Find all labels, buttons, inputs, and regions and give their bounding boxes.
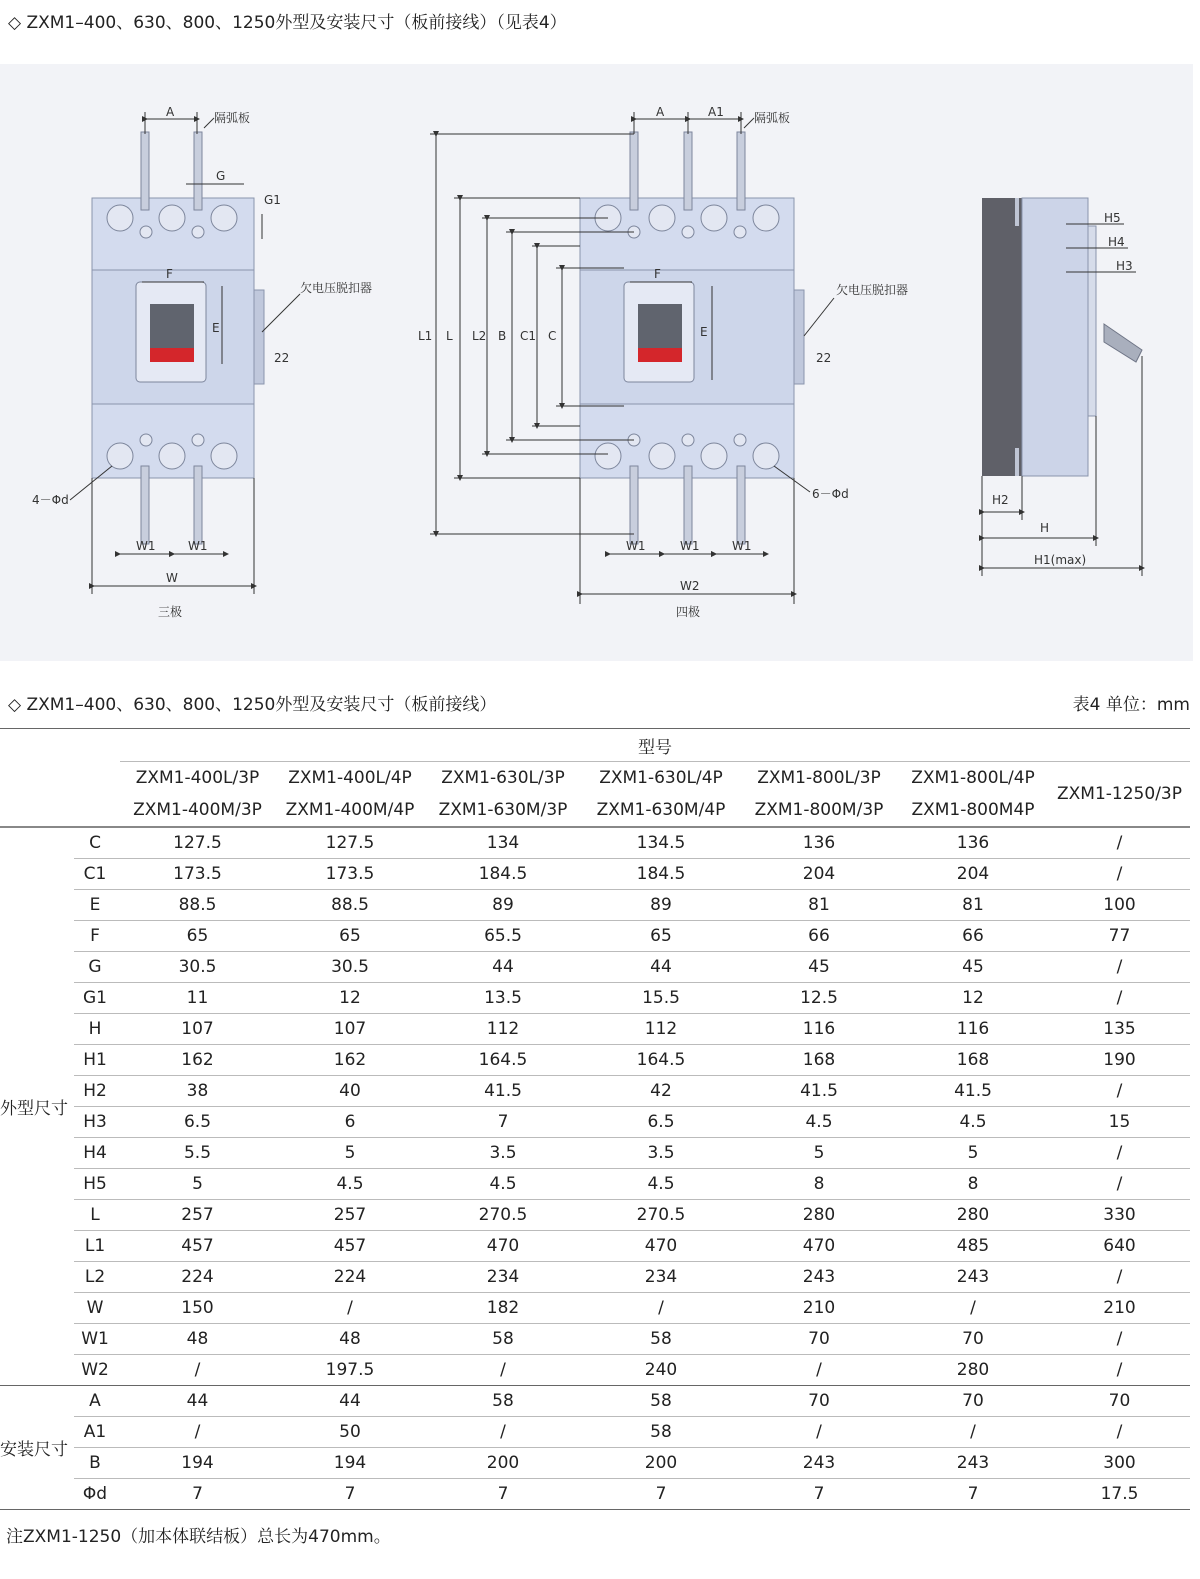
value-cell: 204 xyxy=(741,859,897,890)
value-cell: 3.5 xyxy=(581,1138,741,1169)
value-cell: 116 xyxy=(741,1014,897,1045)
value-cell: 15 xyxy=(1049,1107,1190,1138)
value-cell: / xyxy=(1049,1355,1190,1386)
value-cell: 470 xyxy=(425,1231,581,1262)
value-cell: 45 xyxy=(741,952,897,983)
dim-l-label: L xyxy=(446,329,453,343)
value-cell: 210 xyxy=(1049,1293,1190,1324)
table-row xyxy=(0,1355,1190,1386)
table-row xyxy=(0,827,1190,859)
dim-a-label: A xyxy=(166,105,175,119)
dim-22-label: 22 xyxy=(274,351,290,365)
parameter-label: H2 xyxy=(74,1076,120,1107)
value-cell: 4.5 xyxy=(897,1107,1049,1138)
model-col-5-line2: ZXM1-800M/3P xyxy=(741,794,897,827)
dimension-table xyxy=(0,728,1190,1510)
value-cell: 168 xyxy=(897,1045,1049,1076)
model-col-3-line1: ZXM1-630L/3P xyxy=(441,768,565,788)
value-cell: 6 xyxy=(275,1107,425,1138)
value-cell: 77 xyxy=(1049,921,1190,952)
model-header: 型号 xyxy=(120,729,1190,762)
table-row xyxy=(0,921,1190,952)
three-pole-view xyxy=(32,105,372,619)
dim-h1max-label: H1(max) xyxy=(1034,553,1087,567)
arc-plate-4p-label: 隔弧板 xyxy=(754,111,791,125)
undervoltage-4p-label: 欠电压脱扣器 xyxy=(836,283,909,297)
value-cell: 243 xyxy=(897,1262,1049,1293)
value-cell: 270.5 xyxy=(425,1200,581,1231)
value-cell: 17.5 xyxy=(1049,1479,1190,1510)
value-cell: 30.5 xyxy=(120,952,275,983)
value-cell: 5 xyxy=(275,1138,425,1169)
dim-l1-label: L1 xyxy=(418,329,433,343)
dim-e-4p-label: E xyxy=(700,325,708,339)
model-col-1-line1: ZXM1-400L/3P xyxy=(135,768,260,788)
parameter-label: H1 xyxy=(74,1045,120,1076)
value-cell: 243 xyxy=(741,1262,897,1293)
model-col-6-line2: ZXM1-800M4P xyxy=(897,794,1049,827)
outline-group-label: 外型尺寸 xyxy=(0,827,74,1386)
value-cell: 330 xyxy=(1049,1200,1190,1231)
dim-22-4p-label: 22 xyxy=(816,351,832,365)
value-cell: 44 xyxy=(120,1386,275,1417)
value-cell: 243 xyxy=(741,1448,897,1479)
value-cell: 224 xyxy=(120,1262,275,1293)
value-cell: 135 xyxy=(1049,1014,1190,1045)
value-cell: 7 xyxy=(741,1479,897,1510)
dim-h5-label: H5 xyxy=(1104,211,1121,225)
value-cell: 7 xyxy=(425,1479,581,1510)
dim-e-label: E xyxy=(212,321,220,335)
value-cell: 280 xyxy=(897,1200,1049,1231)
value-cell: 89 xyxy=(425,890,581,921)
value-cell: 70 xyxy=(897,1386,1049,1417)
value-cell: / xyxy=(1049,1417,1190,1448)
value-cell: 41.5 xyxy=(425,1076,581,1107)
value-cell: / xyxy=(120,1417,275,1448)
value-cell: 224 xyxy=(275,1262,425,1293)
value-cell: 70 xyxy=(897,1324,1049,1355)
value-cell: / xyxy=(275,1293,425,1324)
table-row xyxy=(0,1076,1190,1107)
value-cell: 65 xyxy=(581,921,741,952)
value-cell: 116 xyxy=(897,1014,1049,1045)
value-cell: 280 xyxy=(897,1355,1049,1386)
value-cell: 70 xyxy=(741,1324,897,1355)
dim-a1-label: A1 xyxy=(708,105,724,119)
value-cell: 173.5 xyxy=(120,859,275,890)
table-row xyxy=(0,1417,1190,1448)
value-cell: / xyxy=(120,1355,275,1386)
value-cell: 200 xyxy=(581,1448,741,1479)
table-row xyxy=(0,1138,1190,1169)
dim-g-label: G xyxy=(216,169,226,183)
dim-a-4p-label: A xyxy=(656,105,665,119)
value-cell: 184.5 xyxy=(425,859,581,890)
four-pole-label: 四极 xyxy=(676,605,701,619)
value-cell: 184.5 xyxy=(581,859,741,890)
parameter-label: C xyxy=(74,827,120,859)
value-cell: 58 xyxy=(425,1386,581,1417)
value-cell: 270.5 xyxy=(581,1200,741,1231)
model-col-7: ZXM1-1250/3P xyxy=(1049,762,1190,828)
value-cell: 12 xyxy=(275,983,425,1014)
dim-h-label: H xyxy=(1040,521,1050,535)
value-cell: 457 xyxy=(120,1231,275,1262)
value-cell: 70 xyxy=(741,1386,897,1417)
holes-4p-label: 6－Φd xyxy=(812,487,849,501)
dim-c-label: C xyxy=(548,329,557,343)
value-cell: 280 xyxy=(741,1200,897,1231)
value-cell: 44 xyxy=(581,952,741,983)
table-row xyxy=(0,1045,1190,1076)
parameter-label: G xyxy=(74,952,120,983)
table-row xyxy=(0,1169,1190,1200)
dim-c1-label: C1 xyxy=(520,329,537,343)
dim-w2-label: W2 xyxy=(680,579,700,593)
value-cell: 45 xyxy=(897,952,1049,983)
value-cell: 457 xyxy=(275,1231,425,1262)
table-row xyxy=(0,1479,1190,1510)
value-cell: 11 xyxy=(120,983,275,1014)
value-cell: 6.5 xyxy=(581,1107,741,1138)
value-cell: 41.5 xyxy=(741,1076,897,1107)
value-cell: 38 xyxy=(120,1076,275,1107)
value-cell: 640 xyxy=(1049,1231,1190,1262)
dim-f-label: F xyxy=(166,267,173,281)
model-col-4-line1: ZXM1-630L/4P xyxy=(599,768,723,788)
value-cell: 88.5 xyxy=(120,890,275,921)
model-col-1-line2: ZXM1-400M/3P xyxy=(120,794,275,827)
value-cell: 168 xyxy=(741,1045,897,1076)
table-row xyxy=(0,1107,1190,1138)
value-cell: 112 xyxy=(425,1014,581,1045)
value-cell: 200 xyxy=(425,1448,581,1479)
model-col-5-line1: ZXM1-800L/3P xyxy=(757,768,881,788)
dimension-drawing-svg xyxy=(0,64,1193,661)
value-cell: 30.5 xyxy=(275,952,425,983)
value-cell: 12.5 xyxy=(741,983,897,1014)
value-cell: / xyxy=(1049,1262,1190,1293)
value-cell: / xyxy=(581,1293,741,1324)
value-cell: 40 xyxy=(275,1076,425,1107)
dim-w1-4p-c-label: W1 xyxy=(732,539,752,553)
value-cell: 197.5 xyxy=(275,1355,425,1386)
value-cell: 88.5 xyxy=(275,890,425,921)
table-row xyxy=(0,1200,1190,1231)
value-cell: 7 xyxy=(897,1479,1049,1510)
table-row xyxy=(0,859,1190,890)
value-cell: 5 xyxy=(120,1169,275,1200)
parameter-label: A1 xyxy=(74,1417,120,1448)
model-col-6-line1: ZXM1-800L/4P xyxy=(911,768,1035,788)
value-cell: 44 xyxy=(425,952,581,983)
value-cell: 58 xyxy=(581,1324,741,1355)
dim-l2-label: L2 xyxy=(472,329,487,343)
parameter-label: L xyxy=(74,1200,120,1231)
parameter-label: H xyxy=(74,1014,120,1045)
value-cell: 107 xyxy=(275,1014,425,1045)
parameter-label: H4 xyxy=(74,1138,120,1169)
value-cell: / xyxy=(897,1417,1049,1448)
value-cell: 190 xyxy=(1049,1045,1190,1076)
value-cell: 107 xyxy=(120,1014,275,1045)
table-row xyxy=(0,1262,1190,1293)
dim-w1-4p-a-label: W1 xyxy=(626,539,646,553)
value-cell: 5.5 xyxy=(120,1138,275,1169)
table-row xyxy=(0,1386,1190,1417)
value-cell: 243 xyxy=(897,1448,1049,1479)
value-cell: / xyxy=(1049,1138,1190,1169)
value-cell: 66 xyxy=(741,921,897,952)
value-cell: 5 xyxy=(741,1138,897,1169)
value-cell: / xyxy=(1049,859,1190,890)
model-col-3-line2: ZXM1-630M/3P xyxy=(425,794,581,827)
model-col-2-line2: ZXM1-400M/4P xyxy=(275,794,425,827)
value-cell: 81 xyxy=(741,890,897,921)
parameter-label: B xyxy=(74,1448,120,1479)
value-cell: 8 xyxy=(897,1169,1049,1200)
dim-h4-label: H4 xyxy=(1108,235,1125,249)
value-cell: 7 xyxy=(120,1479,275,1510)
value-cell: 15.5 xyxy=(581,983,741,1014)
value-cell: 42 xyxy=(581,1076,741,1107)
value-cell: 164.5 xyxy=(581,1045,741,1076)
value-cell: 58 xyxy=(581,1417,741,1448)
value-cell: 136 xyxy=(741,827,897,859)
parameter-label: H3 xyxy=(74,1107,120,1138)
value-cell: / xyxy=(1049,1169,1190,1200)
parameter-label: C1 xyxy=(74,859,120,890)
value-cell: 7 xyxy=(425,1107,581,1138)
value-cell: 4.5 xyxy=(425,1169,581,1200)
value-cell: 134 xyxy=(425,827,581,859)
table-row xyxy=(0,1293,1190,1324)
value-cell: 6.5 xyxy=(120,1107,275,1138)
value-cell: 164.5 xyxy=(425,1045,581,1076)
parameter-label: L1 xyxy=(74,1231,120,1262)
value-cell: / xyxy=(425,1355,581,1386)
table-title: ◇ ZXM1–400、630、800、1250外型及安装尺寸（板前接线） xyxy=(8,695,497,715)
value-cell: 257 xyxy=(275,1200,425,1231)
value-cell: 194 xyxy=(120,1448,275,1479)
value-cell: 7 xyxy=(581,1479,741,1510)
value-cell: / xyxy=(1049,952,1190,983)
dim-h2-label: H2 xyxy=(992,493,1009,507)
dim-w1-label: W1 xyxy=(136,539,156,553)
value-cell: 173.5 xyxy=(275,859,425,890)
dim-f-4p-label: F xyxy=(654,267,661,281)
value-cell: 127.5 xyxy=(120,827,275,859)
value-cell: 13.5 xyxy=(425,983,581,1014)
value-cell: 470 xyxy=(581,1231,741,1262)
value-cell: 127.5 xyxy=(275,827,425,859)
parameter-label: W1 xyxy=(74,1324,120,1355)
value-cell: / xyxy=(741,1355,897,1386)
value-cell: 89 xyxy=(581,890,741,921)
parameter-label: A xyxy=(74,1386,120,1417)
value-cell: 58 xyxy=(581,1386,741,1417)
install-dimensions-group xyxy=(0,1386,1190,1510)
value-cell: 204 xyxy=(897,859,1049,890)
value-cell: / xyxy=(1049,1324,1190,1355)
footnote: 注ZXM1-1250（加本体联结板）总长为470mm。 xyxy=(6,1527,391,1547)
value-cell: 162 xyxy=(120,1045,275,1076)
dim-b-label: B xyxy=(498,329,507,343)
value-cell: 470 xyxy=(741,1231,897,1262)
value-cell: 66 xyxy=(897,921,1049,952)
four-pole-view xyxy=(418,105,908,619)
table-row xyxy=(0,1448,1190,1479)
undervoltage-label: 欠电压脱扣器 xyxy=(300,281,373,295)
value-cell: / xyxy=(897,1293,1049,1324)
value-cell: 4.5 xyxy=(275,1169,425,1200)
dim-g1-label: G1 xyxy=(264,193,281,207)
value-cell: / xyxy=(425,1417,581,1448)
table-reference: 表4 单位：mm xyxy=(1072,695,1190,715)
value-cell: 134.5 xyxy=(581,827,741,859)
value-cell: 58 xyxy=(425,1324,581,1355)
value-cell: 65 xyxy=(275,921,425,952)
value-cell: 3.5 xyxy=(425,1138,581,1169)
value-cell: 7 xyxy=(275,1479,425,1510)
dim-w1-4p-b-label: W1 xyxy=(680,539,700,553)
parameter-label: Φd xyxy=(74,1479,120,1510)
value-cell: 8 xyxy=(741,1169,897,1200)
parameter-label: L2 xyxy=(74,1262,120,1293)
value-cell: / xyxy=(1049,983,1190,1014)
three-pole-label: 三极 xyxy=(158,605,183,619)
value-cell: 100 xyxy=(1049,890,1190,921)
value-cell: 234 xyxy=(425,1262,581,1293)
model-col-2-line1: ZXM1-400L/4P xyxy=(288,768,412,788)
value-cell: / xyxy=(1049,1076,1190,1107)
value-cell: 300 xyxy=(1049,1448,1190,1479)
value-cell: 162 xyxy=(275,1045,425,1076)
table-row xyxy=(0,983,1190,1014)
outline-dimensions-group xyxy=(0,827,1190,1386)
parameter-label: W2 xyxy=(74,1355,120,1386)
table-row xyxy=(0,890,1190,921)
value-cell: 65.5 xyxy=(425,921,581,952)
holes-3p-label: 4－Φd xyxy=(32,493,69,507)
parameter-label: F xyxy=(74,921,120,952)
arc-plate-label: 隔弧板 xyxy=(214,111,251,125)
value-cell: 81 xyxy=(897,890,1049,921)
value-cell: 48 xyxy=(120,1324,275,1355)
dimension-drawing xyxy=(0,64,1193,661)
figure-title: ◇ ZXM1–400、630、800、1250外型及安装尺寸（板前接线）（见表4） xyxy=(8,13,567,33)
dim-w-label: W xyxy=(166,571,178,585)
table-row xyxy=(0,1231,1190,1262)
value-cell: 12 xyxy=(897,983,1049,1014)
value-cell: 48 xyxy=(275,1324,425,1355)
parameter-label: G1 xyxy=(74,983,120,1014)
dim-h3-label: H3 xyxy=(1116,259,1133,273)
parameter-label: H5 xyxy=(74,1169,120,1200)
value-cell: / xyxy=(1049,827,1190,859)
value-cell: 4.5 xyxy=(741,1107,897,1138)
value-cell: 4.5 xyxy=(581,1169,741,1200)
value-cell: 41.5 xyxy=(897,1076,1049,1107)
install-group-label: 安装尺寸 xyxy=(0,1386,74,1510)
value-cell: 136 xyxy=(897,827,1049,859)
value-cell: 210 xyxy=(741,1293,897,1324)
side-view xyxy=(982,198,1142,576)
value-cell: 70 xyxy=(1049,1386,1190,1417)
value-cell: 234 xyxy=(581,1262,741,1293)
model-col-4-line2: ZXM1-630M/4P xyxy=(581,794,741,827)
value-cell: 65 xyxy=(120,921,275,952)
value-cell: 257 xyxy=(120,1200,275,1231)
parameter-label: W xyxy=(74,1293,120,1324)
table-row xyxy=(0,952,1190,983)
value-cell: / xyxy=(741,1417,897,1448)
value-cell: 182 xyxy=(425,1293,581,1324)
value-cell: 112 xyxy=(581,1014,741,1045)
value-cell: 150 xyxy=(120,1293,275,1324)
parameter-label: E xyxy=(74,890,120,921)
dim-w1b-label: W1 xyxy=(188,539,208,553)
value-cell: 44 xyxy=(275,1386,425,1417)
value-cell: 194 xyxy=(275,1448,425,1479)
table-row xyxy=(0,1014,1190,1045)
value-cell: 50 xyxy=(275,1417,425,1448)
value-cell: 485 xyxy=(897,1231,1049,1262)
table-row xyxy=(0,1324,1190,1355)
value-cell: 240 xyxy=(581,1355,741,1386)
value-cell: 5 xyxy=(897,1138,1049,1169)
